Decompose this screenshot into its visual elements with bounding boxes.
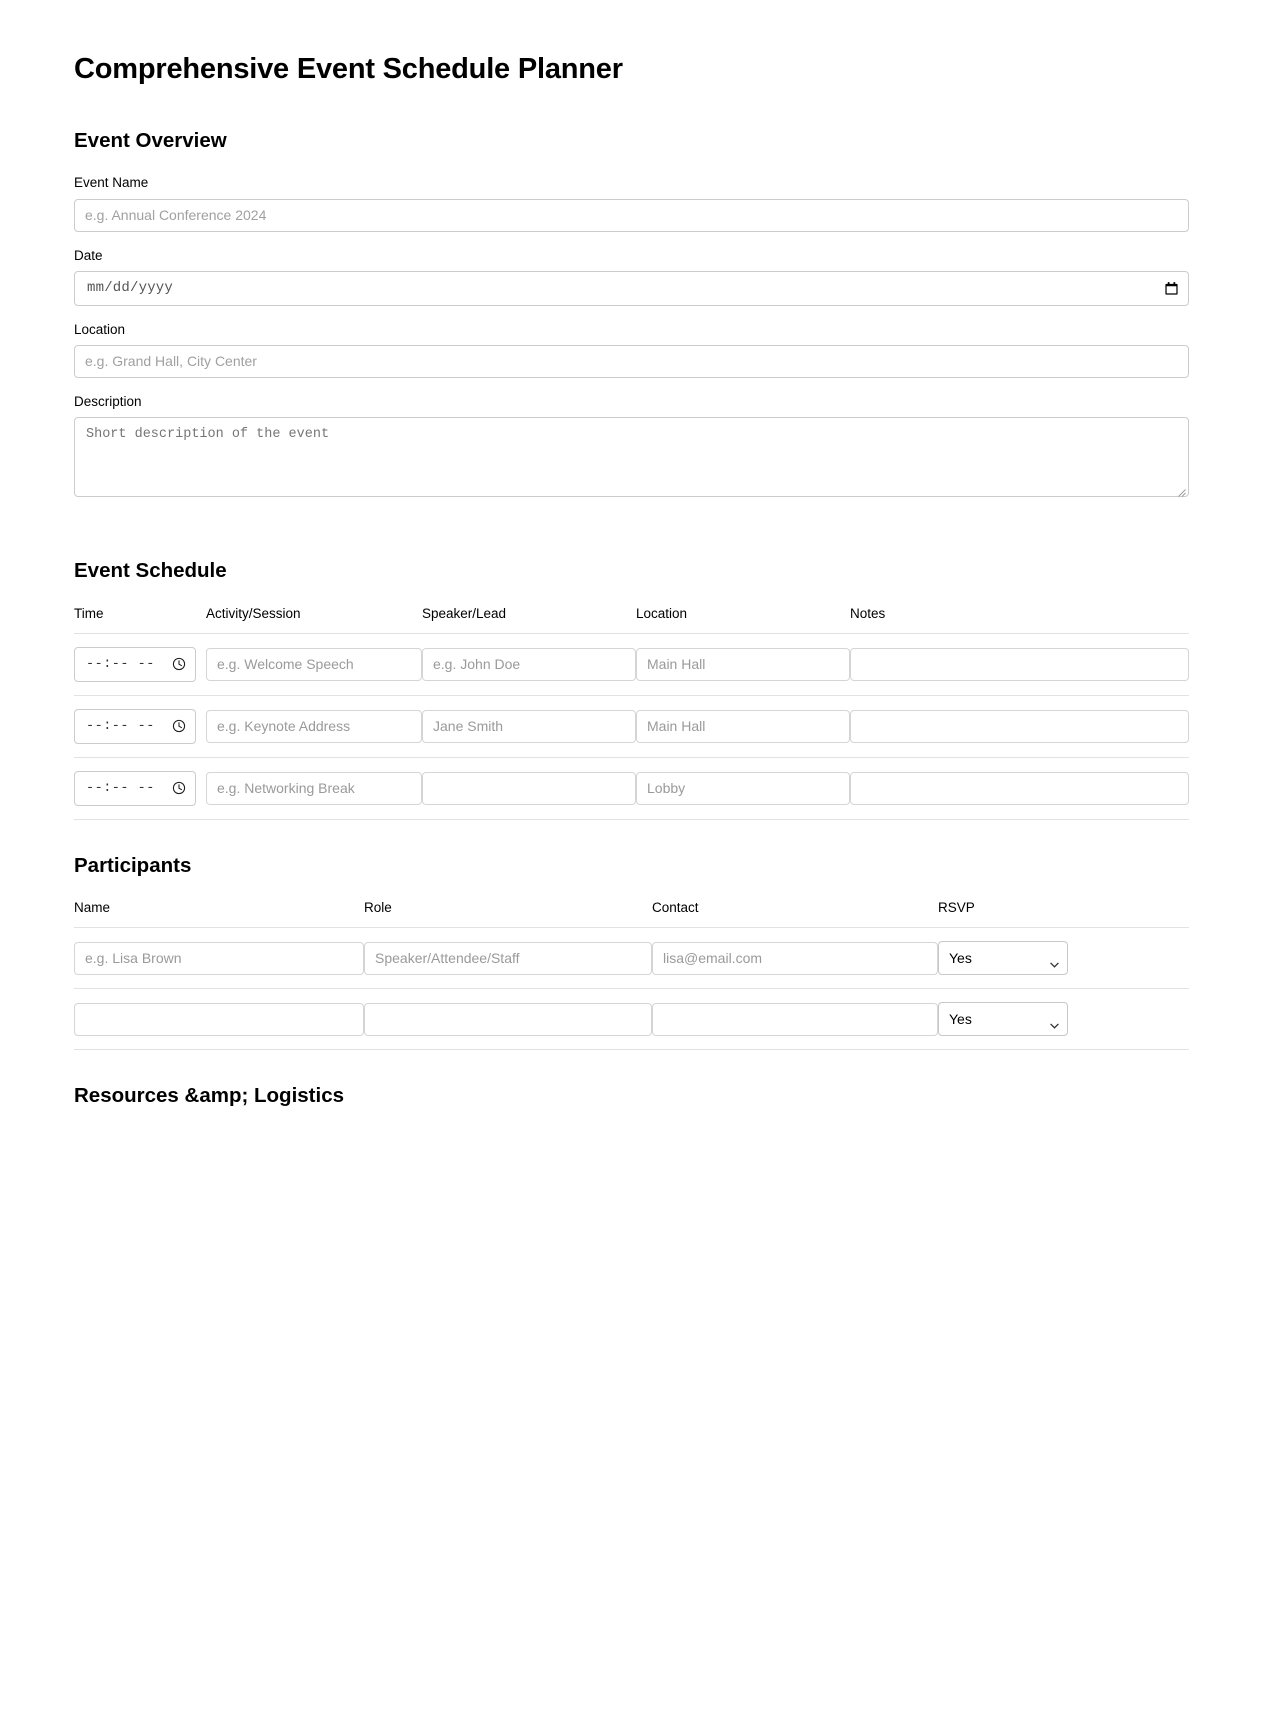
schedule-cell-activity: [206, 757, 422, 819]
time-input-value: --:-- --: [86, 718, 155, 734]
field-description: [74, 394, 1189, 497]
participant-cell-role: [364, 989, 652, 1050]
schedule-location-input[interactable]: [636, 710, 850, 743]
participant-cell-contact: [652, 989, 938, 1050]
schedule-table: [74, 606, 1189, 820]
clock-icon[interactable]: [172, 719, 186, 733]
participant-cell-rsvp: [938, 928, 1189, 989]
date-input-wrapper: [74, 271, 1189, 306]
field-event-name: [74, 175, 1189, 231]
schedule-cell-location: [636, 757, 850, 819]
participant-cell-rsvp: [938, 989, 1189, 1050]
schedule-notes-input[interactable]: [850, 772, 1189, 805]
schedule-col-location: Location: [636, 606, 850, 634]
label-date: Date: [74, 247, 103, 263]
table-row: [74, 757, 1189, 819]
participant-cell-name: [74, 928, 364, 989]
schedule-cell-notes: [850, 757, 1189, 819]
description-textarea[interactable]: [74, 417, 1189, 497]
rsvp-select-wrapper: [938, 1002, 1068, 1036]
spacer: [74, 1050, 1189, 1084]
schedule-cell-location: [636, 695, 850, 757]
schedule-col-time: Time: [74, 606, 206, 634]
label-location: Location: [74, 321, 126, 337]
participant-name-input[interactable]: [74, 1003, 364, 1036]
page-title: Comprehensive Event Schedule Planner: [74, 53, 623, 85]
schedule-cell-time: [74, 633, 206, 695]
section-title-resources-logistics: Resources &amp; Logistics: [74, 1084, 344, 1108]
schedule-location-input[interactable]: [636, 772, 850, 805]
schedule-col-speaker: Speaker/Lead: [422, 606, 636, 634]
schedule-cell-activity: [206, 633, 422, 695]
table-row: [74, 928, 1189, 989]
participant-contact-input[interactable]: [652, 942, 938, 975]
schedule-activity-input[interactable]: [206, 772, 422, 805]
clock-icon[interactable]: [172, 781, 186, 795]
time-input-wrapper[interactable]: [74, 771, 196, 806]
field-date: [74, 248, 1189, 306]
participant-role-input[interactable]: [364, 1003, 652, 1036]
schedule-cell-time: [74, 757, 206, 819]
participant-name-input[interactable]: [74, 942, 364, 975]
participant-cell-name: [74, 989, 364, 1050]
time-input-value: --:-- --: [86, 780, 155, 796]
location-input[interactable]: [74, 345, 1189, 378]
participant-cell-role: [364, 928, 652, 989]
schedule-cell-time: [74, 695, 206, 757]
spacer: [74, 513, 1189, 559]
schedule-cell-speaker: [422, 695, 636, 757]
schedule-speaker-input[interactable]: [422, 648, 636, 681]
schedule-activity-input[interactable]: [206, 710, 422, 743]
schedule-location-input[interactable]: [636, 648, 850, 681]
schedule-col-notes: Notes: [850, 606, 1189, 634]
spacer: [74, 820, 1189, 854]
section-title-event-overview: Event Overview: [74, 128, 227, 152]
schedule-speaker-input[interactable]: [422, 710, 636, 743]
section-title-event-schedule: Event Schedule: [74, 559, 227, 583]
event-name-input[interactable]: [74, 199, 1189, 232]
date-input[interactable]: mm/dd/yyyy: [74, 271, 1189, 306]
participants-col-contact: Contact: [652, 900, 938, 928]
time-input-wrapper[interactable]: [74, 709, 196, 744]
time-input-wrapper[interactable]: [74, 647, 196, 682]
schedule-cell-speaker: [422, 633, 636, 695]
rsvp-select[interactable]: Yes: [938, 1002, 1068, 1036]
participant-cell-contact: [652, 928, 938, 989]
schedule-cell-location: [636, 633, 850, 695]
schedule-cell-notes: [850, 695, 1189, 757]
schedule-notes-input[interactable]: [850, 648, 1189, 681]
schedule-cell-speaker: [422, 757, 636, 819]
label-description: Description: [74, 393, 142, 409]
section-title-participants: Participants: [74, 853, 192, 877]
participants-col-role: Role: [364, 900, 652, 928]
time-input-value: --:-- --: [86, 656, 155, 672]
schedule-activity-input[interactable]: [206, 648, 422, 681]
description-wrapper: [74, 417, 1189, 497]
table-row: [74, 633, 1189, 695]
participants-col-name: Name: [74, 900, 364, 928]
schedule-speaker-input[interactable]: [422, 772, 636, 805]
schedule-cell-notes: [850, 633, 1189, 695]
participant-contact-input[interactable]: [652, 1003, 938, 1036]
field-location: [74, 322, 1189, 378]
table-row: [74, 695, 1189, 757]
participants-table: [74, 900, 1189, 1050]
schedule-header-row: [74, 606, 1189, 634]
schedule-cell-activity: [206, 695, 422, 757]
participant-role-input[interactable]: [364, 942, 652, 975]
clock-icon[interactable]: [172, 657, 186, 671]
rsvp-select-wrapper: [938, 941, 1068, 975]
schedule-col-activity: Activity/Session: [206, 606, 422, 634]
schedule-notes-input[interactable]: [850, 710, 1189, 743]
participants-col-rsvp: RSVP: [938, 900, 1189, 928]
rsvp-select[interactable]: Yes: [938, 941, 1068, 975]
table-row: [74, 989, 1189, 1050]
participants-header-row: [74, 900, 1189, 928]
label-event-name: Event Name: [74, 175, 149, 191]
calendar-icon[interactable]: [1163, 280, 1179, 296]
